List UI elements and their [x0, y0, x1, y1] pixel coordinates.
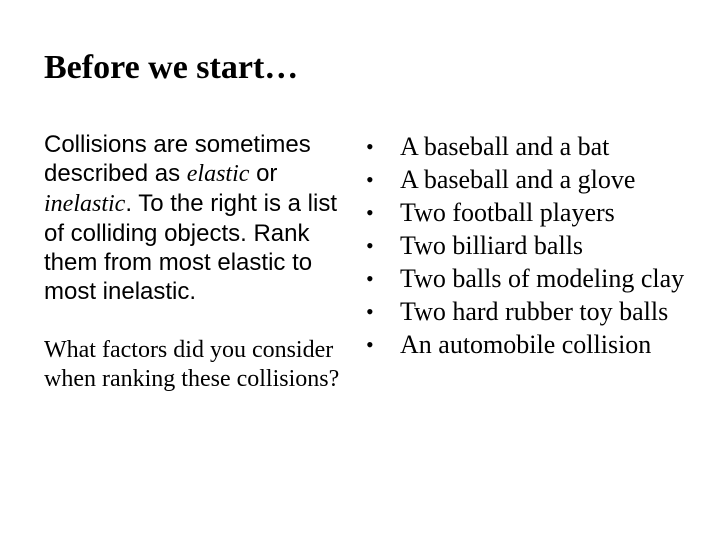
list-item	[362, 229, 692, 262]
list-item-label: A baseball and a glove	[400, 165, 636, 194]
bullet-icon: •	[366, 134, 374, 159]
bullet-icon: •	[366, 332, 374, 357]
slide-title: Before we start…	[44, 49, 299, 86]
elastic-term: elastic	[186, 161, 250, 187]
list-item-label: A baseball and a bat	[400, 132, 610, 161]
inelastic-term: inelastic	[44, 191, 126, 217]
bullet-icon: •	[366, 266, 374, 291]
list-item	[362, 196, 692, 229]
list-item	[362, 130, 692, 163]
list-item	[362, 295, 692, 328]
list-item-label: Two football players	[400, 198, 615, 227]
instructions-paragraph	[44, 130, 344, 306]
instructions-text-1: Collisions are sometimes described as	[44, 131, 311, 187]
list-item	[362, 163, 692, 196]
list-item	[362, 328, 692, 361]
list-item-label: An automobile collision	[400, 330, 652, 359]
instructions-text-3: . To the right is a list of colliding objects. Rank them from most elastic to most inelastic.	[44, 190, 337, 305]
list-item	[362, 262, 692, 295]
bullet-icon: •	[366, 233, 374, 258]
bullet-icon: •	[366, 167, 374, 192]
instructions-text-2: or	[249, 160, 278, 187]
left-text-column	[44, 130, 344, 394]
bullet-icon: •	[366, 299, 374, 324]
bullet-icon: •	[366, 200, 374, 225]
collision-list	[362, 130, 692, 361]
list-item-label: Two billiard balls	[400, 231, 584, 260]
question-paragraph: What factors did you consider when ranking these collisions?	[44, 337, 340, 392]
collision-list-column	[362, 130, 692, 361]
list-item-label: Two hard rubber toy balls	[400, 297, 669, 326]
list-item-label: Two balls of modeling clay	[400, 264, 685, 293]
